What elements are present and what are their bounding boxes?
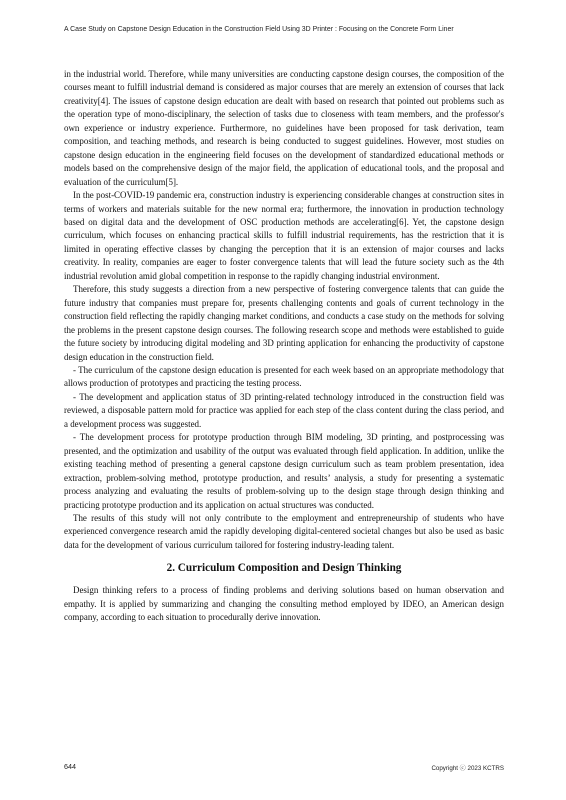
list-item: - The development process for prototype production through BIM modeling, 3D printing, and postprocessing was presented, and the optimization and usability of the output was evaluated through field application. In addition, unlike the existing teaching method of presenting a general capstone design curriculum such as team problem presentation, idea extraction, problem-solving method, prototype production, and results’ analysis, a study for presenting a systematic process analyzing and evaluating the results of problem-solving up to the design stage through design thinking and practicing prototype production and its application on actual structures was conducted. — [64, 432, 504, 510]
article-body — [64, 68, 504, 625]
body-paragraph: Design thinking refers to a process of finding problems and deriving solutions based on human observation and empathy. It is applied by summarizing and changing the consulting method employed by IDEO, an American design company, according to each situation to procedurally derive innovation. — [64, 585, 504, 623]
body-paragraph: The results of this study will not only contribute to the employment and entrepreneurship of students who have experienced convergence research amid the rapidly developing digital-centered societal changes but also be used as basic data for the development of various curriculum tailored for fostering industry-leading talent. — [64, 512, 504, 550]
page-number: 644 — [64, 762, 76, 771]
body-paragraph: in the industrial world. Therefore, while many universities are conducting capstone design courses, the composition of the courses meant to fulfill industrial demand is considered as major courses that are merely an extension of courses that lack creativity[4]. The issues of capstone design education are dealt with based on research that pointed out problems such as the operation type of mono-disciplinary, the selection of tasks due to closeness with team members, and the professor's own experience or industry experience. Furthermore, no guidelines have been proposed for task derivation, team composition, and teaching methods, and research is being conducted to suggest guidelines. However, most studies on capstone design education in the engineering field focuses on the development of standardized educational methods or models based on the comprehensive design of the major field, the application of educational tools, and the proposal and evaluation of the curriculum[5]. — [64, 69, 504, 187]
list-item: - The curriculum of the capstone design education is presented for each week based on an appropriate methodology that allows production of prototypes and practicing the testing process. — [64, 364, 504, 389]
body-paragraph: In the post-COVID-19 pandemic era, construction industry is experiencing considerable changes at construction sites in terms of workers and materials suitable for the new normal era; furthermore, the innovation in production technology based on digital data and the development of OSC production methods are accelerating[6]. Yet, the capstone design curriculum, which focuses on enhancing practical skills to fulfill industrial requirements, has the restriction that it is limited in operating effective classes by changing the perception that it is an extension of major courses and lacks creativity. In reality, companies are eager to foster convergence talents that will lead the future society such as the 4th industrial revolution amid global competition in response to the rapidly changing industrial environment. — [64, 190, 504, 281]
body-paragraph: Therefore, this study suggests a direction from a new perspective of fostering convergence talents that can guide the future industry that companies must prepare for, presents challenging contents and goals of current technology in the construction field reflecting the rapidly changing market conditions, and conducts a case study on the methods for solving the problems in the present capstone design courses. The following research scope and methods were established to guide the future society by introducing digital modeling and 3D printing application for enhancing the productivity of capstone design education in the construction field. — [64, 284, 504, 362]
list-item: - The development and application status of 3D printing-related technology introduced in the construction field was reviewed, a disposable pattern mold for practice was applied for each step of the class content during the class period, and a development process was suggested. — [64, 391, 504, 429]
running-title: A Case Study on Capstone Design Education in the Construction Field Using 3D Printer : Focusing on the Concrete Form Liner — [64, 26, 454, 33]
section-heading: 2. Curriculum Composition and Design Thinking — [166, 562, 402, 575]
copyright-notice: Copyright ⓒ 2023 KCTRS — [431, 765, 504, 772]
